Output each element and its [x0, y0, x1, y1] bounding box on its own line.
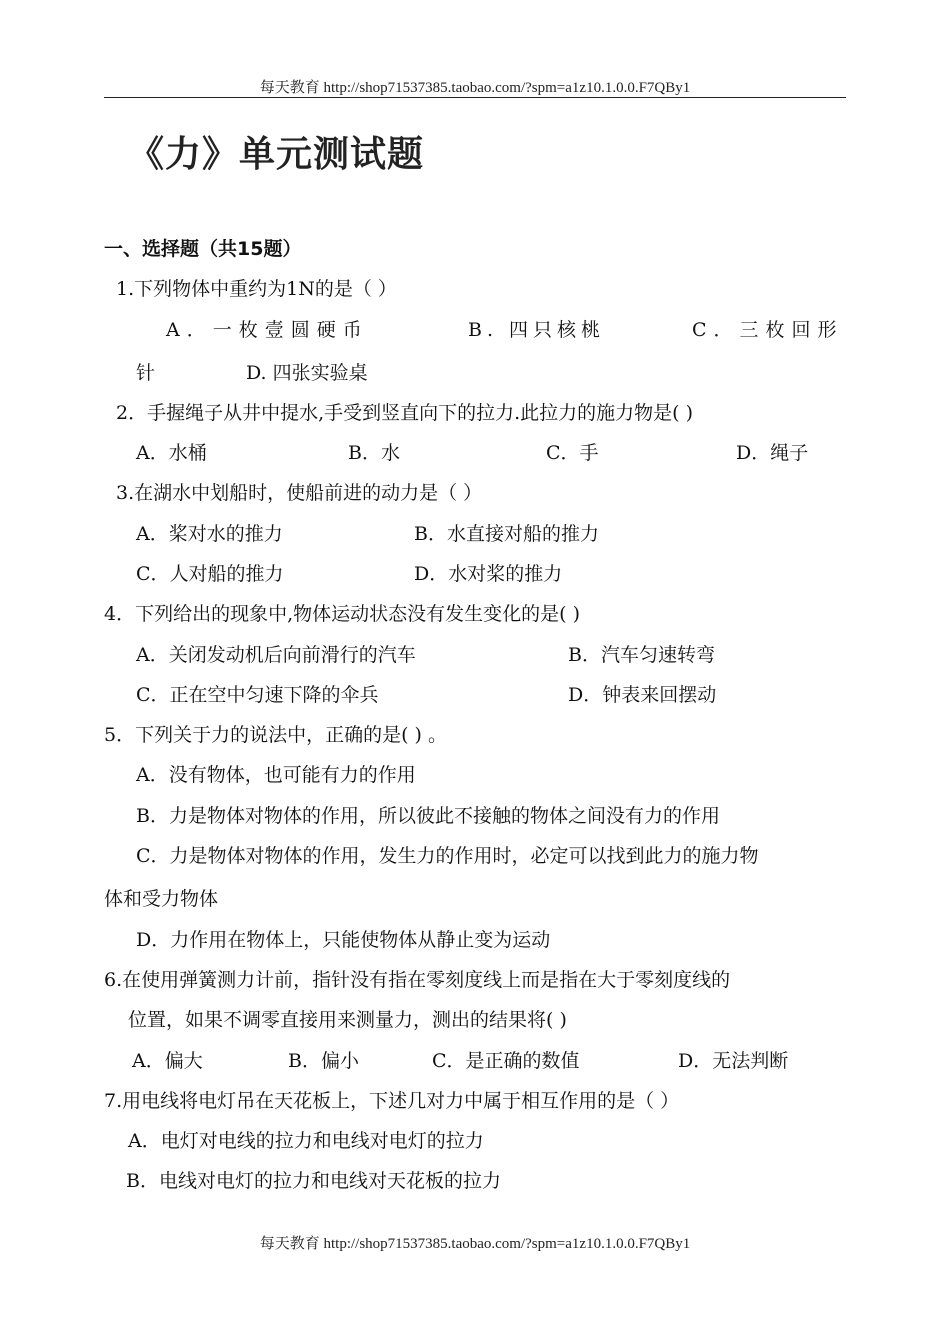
q4-stem: 4．下列给出的现象中,物体运动状态没有发生变化的是( ) [104, 603, 580, 625]
q4-option-c: C．正在空中匀速下降的伞兵 [136, 684, 379, 706]
q2-stem: 2．手握绳子从井中提水,手受到竖直向下的拉力.此拉力的施力物是( ) [116, 402, 694, 424]
q4-option-b: B．汽车匀速转弯 [568, 644, 715, 666]
page-header: 每天教育 http://shop71537385.taobao.com/?spm=a1z10.1.0.0.F7QBy1 [259, 80, 691, 96]
q4-option-d: D．钟表来回摆动 [568, 684, 717, 706]
q1-option-c-continued: 针 [136, 362, 156, 384]
q6-stem: 6.在使用弹簧测力计前，指针没有指在零刻度线上而是指在大于零刻度线的 [104, 969, 731, 991]
q6-option-c: C．是正确的数值 [432, 1050, 580, 1072]
header-rule [104, 97, 846, 98]
q5-option-d: D．力作用在物体上，只能使物体从静止变为运动 [136, 929, 551, 951]
q5-option-c-continued: 体和受力物体 [104, 888, 219, 910]
q3-option-a: A．桨对水的推力 [136, 523, 283, 545]
q5-option-a: A．没有物体，也可能有力的作用 [136, 764, 416, 786]
q6-option-a: A．偏大 [132, 1050, 203, 1072]
page-title: 《力》单元测试题 [128, 134, 425, 175]
q2-option-a: A．水桶 [136, 442, 207, 464]
q3-stem: 3.在湖水中划船时，使船前进的动力是（ ） [116, 482, 483, 504]
q5-stem: 5．下列关于力的说法中，正确的是( ) 。 [104, 724, 447, 746]
q3-option-b: B．水直接对船的推力 [414, 523, 599, 545]
q6-option-b: B．偏小 [288, 1050, 359, 1072]
q1-option-b: B. 四只核桃 [468, 319, 606, 341]
q2-option-c: C．手 [546, 442, 599, 464]
page-footer: 每天教育 http://shop71537385.taobao.com/?spm=a1z10.1.0.0.F7QBy1 [259, 1236, 691, 1252]
q3-option-d: D．水对桨的推力 [414, 563, 563, 585]
q1-stem: 1.下列物体中重约为1N的是（ ） [116, 278, 397, 300]
q1-option-d: D. 四张实验桌 [246, 362, 368, 384]
q2-option-d: D．绳子 [736, 442, 809, 464]
section-heading: 一、选择题（共15题） [104, 238, 302, 260]
q3-option-c: C．人对船的推力 [136, 563, 284, 585]
q2-option-b: B．水 [348, 442, 400, 464]
q5-option-b: B．力是物体对物体的作用，所以彼此不接触的物体之间没有力的作用 [136, 805, 720, 827]
q1-option-c: C．三枚回形 [692, 319, 844, 341]
q6-option-d: D．无法判断 [678, 1050, 789, 1072]
q4-option-a: A．关闭发动机后向前滑行的汽车 [136, 644, 416, 666]
q5-option-c: C．力是物体对物体的作用，发生力的作用时，必定可以找到此力的施力物 [136, 845, 759, 867]
q1-option-a: A．一枚壹圆硬币 [166, 319, 369, 341]
q7-option-b: B．电线对电灯的拉力和电线对天花板的拉力 [126, 1170, 501, 1192]
q7-option-a: A．电灯对电线的拉力和电线对电灯的拉力 [128, 1130, 484, 1152]
q7-stem: 7.用电线将电灯吊在天花板上，下述几对力中属于相互作用的是（ ） [104, 1090, 680, 1112]
q6-stem-continued: 位置，如果不调零直接用来测量力，测出的结果将( ) [128, 1009, 567, 1031]
